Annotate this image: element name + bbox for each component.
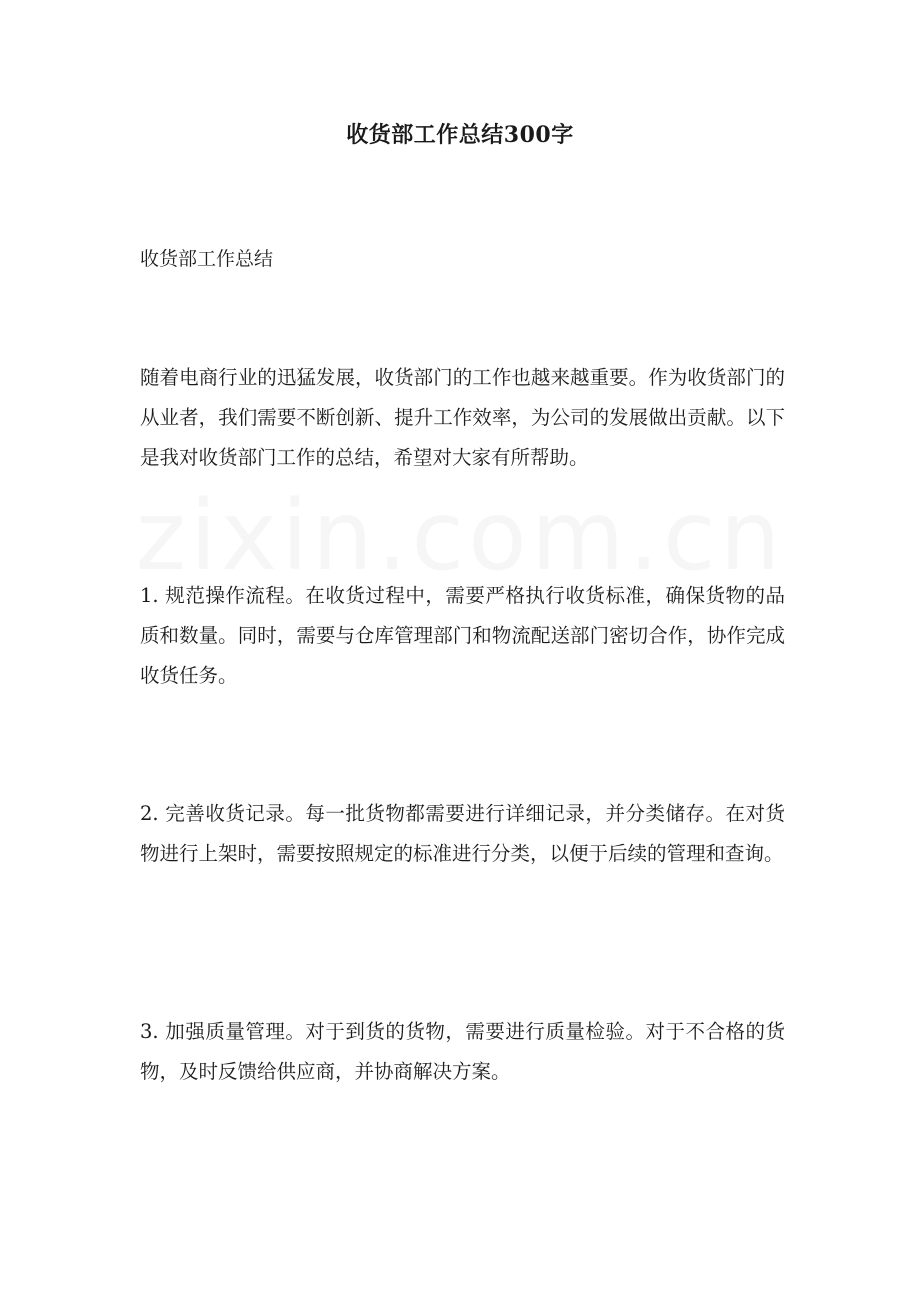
intro-paragraph: 随着电商行业的迅猛发展，收货部门的工作也越来越重要。作为收货部门的从业者，我们需要不断创新、提升工作效率，为公司的发展做出贡献。以下是我对收货部门工作的总结，希望对大家有所帮助。 <box>140 366 785 469</box>
document-title: 收货部工作总结300字 <box>346 122 574 148</box>
point-2-paragraph: 2. 完善收货记录。每一批货物都需要进行详细记录，并分类储存。在对货物进行上架时，需要按照规定的标准进行分类，以便于后续的管理和查询。 <box>140 802 785 865</box>
point-1-paragraph: 1. 规范操作流程。在收货过程中，需要严格执行收货标准，确保货物的品质和数量。同时，需要与仓库管理部门和物流配送部门密切合作，协作完成收货任务。 <box>140 584 785 687</box>
point-3-paragraph: 3. 加强质量管理。对于到货的货物，需要进行质量检验。对于不合格的货物，及时反馈给供应商，并协商解决方案。 <box>140 1020 785 1083</box>
document-subtitle: 收货部工作总结 <box>140 248 274 270</box>
